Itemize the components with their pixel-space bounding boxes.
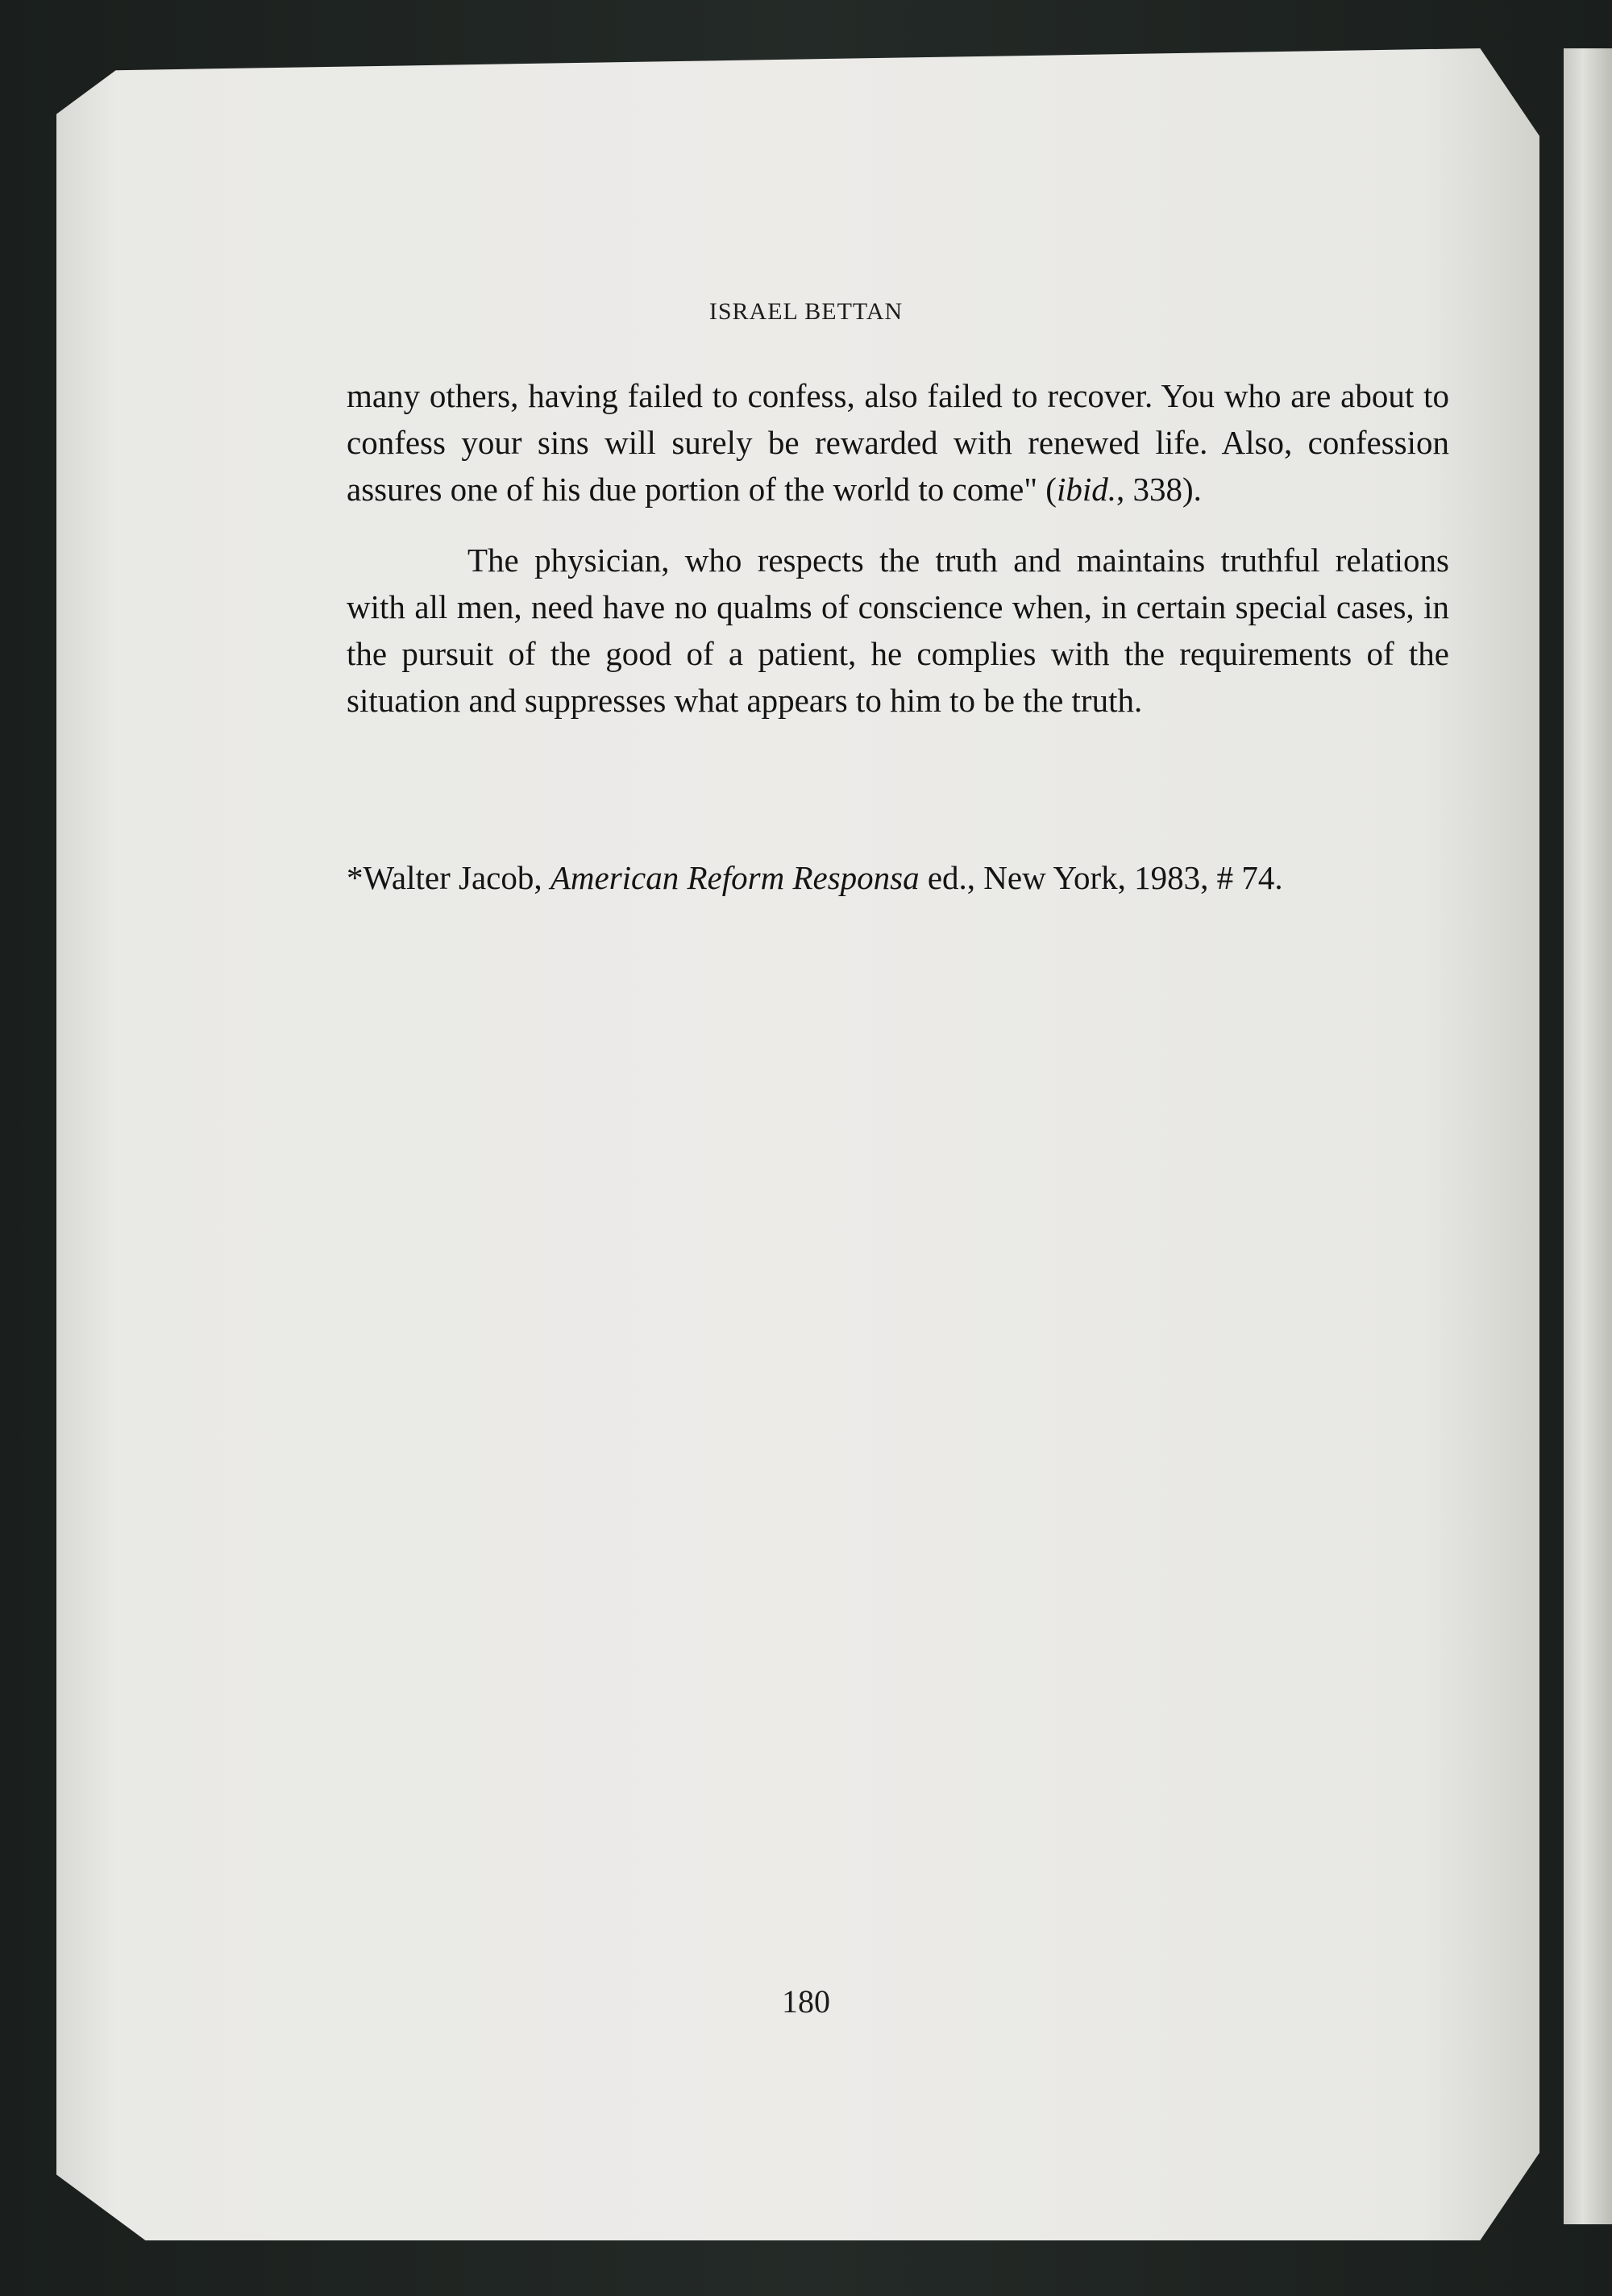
page-number: 180 [782,1983,830,2020]
footnote-prefix: *Walter Jacob, [347,859,550,896]
footnote-suffix: ed., New York, 1983, # 74. [919,859,1283,896]
paragraph-1-citation: ibid. [1056,471,1117,508]
footnote-title: American Reform Responsa [550,859,920,896]
paragraph-2: The physician, who respects the truth and maintains truthful relations with all men, need have no qualms of conscience when, in certain special cases, in the pursuit of the good of a patient, he complies with the requirements of the situation and suppresses what appears to him to be the truth. [347,542,1449,719]
facing-page-edge [1564,48,1612,2224]
paragraph-1 [347,372,1449,513]
running-head: ISRAEL BETTAN [708,298,904,325]
footnote [347,854,1475,901]
paragraph-1-end: , 338). [1116,471,1202,508]
paragraph-1-text: many others, having failed to confess, also failed to recover. You who are about to confess your sins will surely be rewarded with renewed life. Also, confession assures one of his due portion of the world to come" ( [347,377,1449,508]
body-text [347,372,1449,724]
